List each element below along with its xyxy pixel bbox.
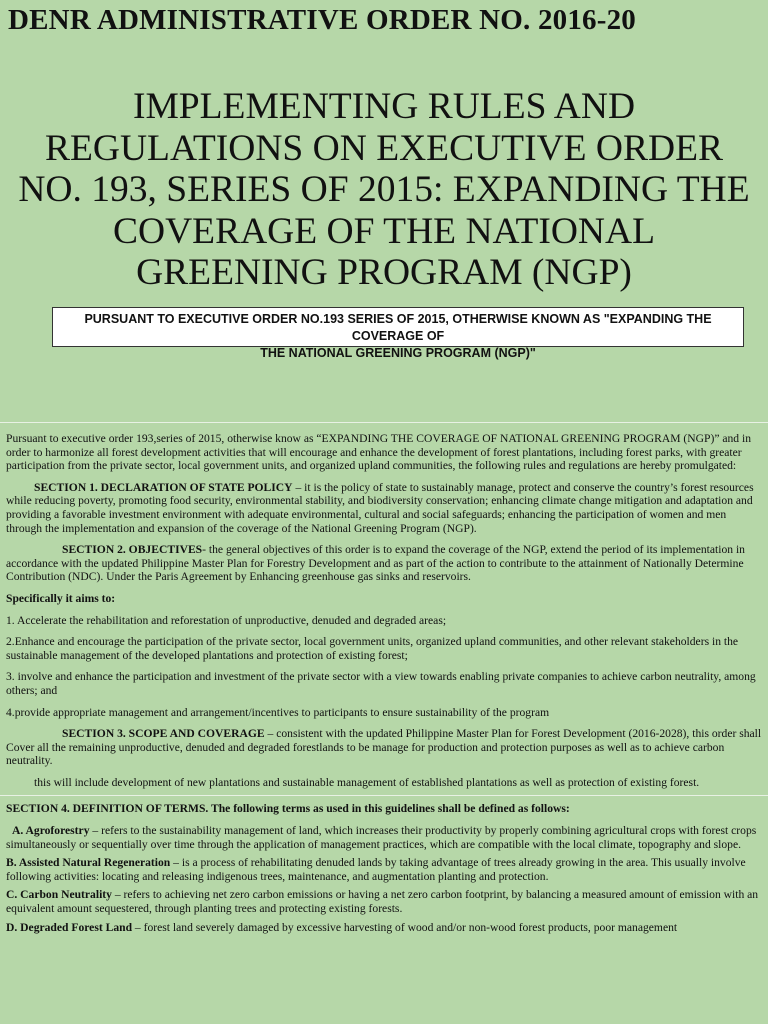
definition-text: – refers to the sustainability management of land, which increases their productivity by properly combining agricultural crops with forest crops simultaneously or sequentially over time through the application of management practices, which are compatible with the local climate, topography and slope. bbox=[6, 824, 757, 851]
section-2 bbox=[6, 543, 763, 584]
pursuant-box bbox=[52, 307, 744, 360]
definition-term: D. Degraded Forest Land bbox=[6, 920, 133, 934]
title-slide bbox=[0, 0, 768, 420]
document-body bbox=[0, 432, 768, 934]
order-number-heading: DENR ADMINISTRATIVE ORDER NO. 2016-20 bbox=[8, 4, 636, 36]
definition-term: B. Assisted Natural Regeneration bbox=[6, 856, 171, 870]
aim-item: 1. Accelerate the rehabilitation and reforestation of unproductive, denuded and degraded areas; bbox=[6, 613, 447, 627]
title-line: GREENING PROGRAM (NGP) bbox=[136, 252, 632, 293]
section-3-extra: this will include development of new plantations and sustainable management of established plantations as well as protection of existing forest. bbox=[34, 775, 700, 789]
section-2-heading: SECTION 2. OBJECTIVES bbox=[62, 543, 203, 557]
pursuant-line: PURSUANT TO EXECUTIVE ORDER NO.193 SERIES OF 2015, OTHERWISE KNOWN AS "EXPANDING THE COVERAGE OF bbox=[84, 312, 712, 343]
section-1 bbox=[6, 481, 763, 535]
aim-item: 4.provide appropriate management and arrangement/incentives to participants to ensure sustainability of the program bbox=[6, 705, 550, 719]
definition-item bbox=[6, 824, 763, 851]
definition-item bbox=[6, 888, 763, 915]
section-1-heading: SECTION 1. DECLARATION OF STATE POLICY bbox=[34, 480, 293, 494]
title-line: IMPLEMENTING RULES AND bbox=[132, 86, 636, 127]
title-line: REGULATIONS ON EXECUTIVE ORDER bbox=[44, 127, 724, 169]
divider bbox=[0, 795, 768, 796]
aim-item: 2.Enhance and encourage the participation of the private sector, local government units, organized upland communities, and other relevant stakeholders in the sustainable management of the developed plantations and protection of existing forest; bbox=[6, 635, 739, 662]
definition-text: – forest land severely damaged by excessive harvesting of wood and/or non-wood forest products, poor management bbox=[132, 920, 678, 934]
document-title bbox=[0, 86, 768, 294]
section-3-text: – consistent with the updated Philippine Master Plan for Forest Development (2016-2028), this order shall Cover all the remaining unproductive, denuded and degraded forestlands to be manage for production and protection purposes as well as to achieve carbon neutrality. bbox=[6, 727, 762, 768]
aims-heading: Specifically it aims to: bbox=[6, 591, 116, 605]
definition-item bbox=[6, 856, 763, 883]
section-1-text: – it is the policy of state to sustainably manage, protect and conserve the country’s forest resources while reducing poverty, promoting food security, environmental stability, and biodiversity conservation; enhancing climate change mitigation and adaptation and providing a favorable investment environment with adequate environmental, cultural and social safeguards; enhancing the participation of women and men through the implementation and expansion of the coverage of the National Greening Program (NGP). bbox=[6, 480, 754, 535]
title-line: COVERAGE OF THE NATIONAL bbox=[113, 210, 655, 252]
intro-paragraph: Pursuant to executive order 193,series of 2015, otherwise know as “EXPANDING THE COVERAGE OF NATIONAL GREENING PROGRAM (NGP)” and in order to harmonize all forest development activities that will encourage and enhance the development of forest plantations, including forest parks, with greater participation from the private sector, local government units, and organized upland communities, the following rules and regulations are hereby promulgated: bbox=[6, 432, 752, 473]
section-2-text: - the general objectives of this order is to expand the coverage of the NGP, extend the period of its implementation in accordance with the updated Philippine Master Plan for Forestry Development and as part of the action to contribute to the attainment of Nationally Determine Contribution (NDC). Under the Paris Agreement by Enhancing greenhouse gas sinks and reservoirs. bbox=[6, 543, 745, 584]
section-4-heading: SECTION 4. DEFINITION OF TERMS. The following terms as used in this guidelines shall be defined as follows: bbox=[6, 802, 570, 816]
section-3 bbox=[6, 727, 763, 768]
definition-item bbox=[6, 921, 763, 935]
definition-text: – refers to achieving net zero carbon emissions or having a net zero carbon footprint, by balancing a measured amount of emission with an equivalent amount sequestered, through planting trees and protecting existing forests. bbox=[6, 888, 759, 916]
definition-term: C. Carbon Neutrality bbox=[6, 888, 112, 902]
pursuant-line: THE NATIONAL GREENING PROGRAM (NGP)" bbox=[260, 346, 536, 360]
section-3-heading: SECTION 3. SCOPE AND COVERAGE bbox=[62, 727, 265, 741]
definition-text: – is a process of rehabilitating denuded lands by taking advantage of trees already growing in the area. This usually involve following activities: locating and releasing indigenous trees, maintenance, and augmentation planting and protection. bbox=[6, 856, 746, 883]
definition-term: A. Agroforestry bbox=[12, 824, 90, 838]
aim-item: 3. involve and enhance the participation and investment of the private sector with a view towards enabling private companies to achieve carbon neutrality, among others; and bbox=[6, 670, 756, 697]
title-line: NO. 193, SERIES OF 2015: EXPANDING THE bbox=[18, 169, 750, 210]
section-divider bbox=[0, 422, 768, 423]
